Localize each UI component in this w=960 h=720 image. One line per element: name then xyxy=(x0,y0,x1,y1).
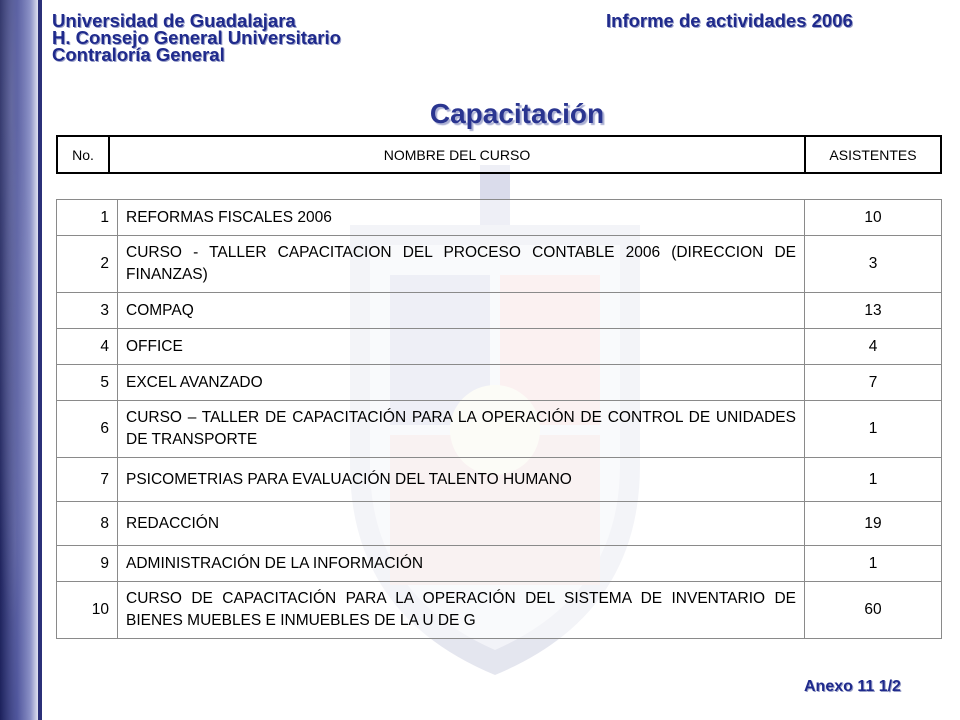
attendee-count: 1 xyxy=(805,546,942,582)
table-row xyxy=(57,236,942,293)
table-row xyxy=(57,502,942,546)
attendee-count: 3 xyxy=(805,236,942,293)
table-row xyxy=(57,200,942,236)
courses-table xyxy=(56,199,942,639)
table-row xyxy=(57,329,942,365)
attendee-count: 19 xyxy=(805,502,942,546)
attendee-count: 7 xyxy=(805,365,942,401)
annex-label: Anexo 11 1/2 xyxy=(804,678,901,695)
header-university: Universidad de Guadalajara xyxy=(52,10,296,31)
table-row xyxy=(57,401,942,458)
row-number: 6 xyxy=(57,401,118,458)
table-row xyxy=(57,293,942,329)
course-name: REDACCIÓN xyxy=(118,502,805,546)
row-number: 10 xyxy=(57,582,118,639)
attendee-count: 4 xyxy=(805,329,942,365)
attendee-count: 10 xyxy=(805,200,942,236)
course-name: REFORMAS FISCALES 2006 xyxy=(118,200,805,236)
row-number: 5 xyxy=(57,365,118,401)
course-name: OFFICE xyxy=(118,329,805,365)
row-number: 7 xyxy=(57,458,118,502)
page-title: Capacitación xyxy=(429,98,605,129)
row-number: 3 xyxy=(57,293,118,329)
row-number: 8 xyxy=(57,502,118,546)
course-name: COMPAQ xyxy=(118,293,805,329)
attendee-count: 13 xyxy=(805,293,942,329)
attendee-count: 1 xyxy=(805,458,942,502)
table-header xyxy=(56,135,942,174)
attendee-count: 1 xyxy=(805,401,942,458)
row-number: 4 xyxy=(57,329,118,365)
column-header-no: No. xyxy=(57,136,109,173)
column-header-course-name: NOMBRE DEL CURSO xyxy=(109,136,805,173)
row-number: 2 xyxy=(57,236,118,293)
column-header-attendees: ASISTENTES xyxy=(805,136,941,173)
table-row xyxy=(57,582,942,639)
header-comptroller: Contraloría General xyxy=(52,44,225,65)
header-council: H. Consejo General Universitario xyxy=(52,27,341,48)
table-row xyxy=(57,365,942,401)
header-report-title: Informe de actividades 2006 xyxy=(606,10,853,31)
course-name: EXCEL AVANZADO xyxy=(118,365,805,401)
course-name: CURSO – TALLER DE CAPACITACIÓN PARA LA OPERACIÓN DE CONTROL DE UNIDADES DE TRANSPORTE xyxy=(118,401,805,458)
row-number: 1 xyxy=(57,200,118,236)
course-name: CURSO - TALLER CAPACITACION DEL PROCESO CONTABLE 2006 (DIRECCION DE FINANZAS) xyxy=(118,236,805,293)
header-institution xyxy=(52,12,341,63)
attendee-count: 60 xyxy=(805,582,942,639)
table-row xyxy=(57,546,942,582)
table-row xyxy=(57,458,942,502)
row-number: 9 xyxy=(57,546,118,582)
course-name: CURSO DE CAPACITACIÓN PARA LA OPERACIÓN DEL SISTEMA DE INVENTARIO DE BIENES MUEBLES E INMUEBLES DE LA U DE G xyxy=(118,582,805,639)
course-name: ADMINISTRACIÓN DE LA INFORMACIÓN xyxy=(118,546,805,582)
course-name: PSICOMETRIAS PARA EVALUACIÓN DEL TALENTO HUMANO xyxy=(118,458,805,502)
